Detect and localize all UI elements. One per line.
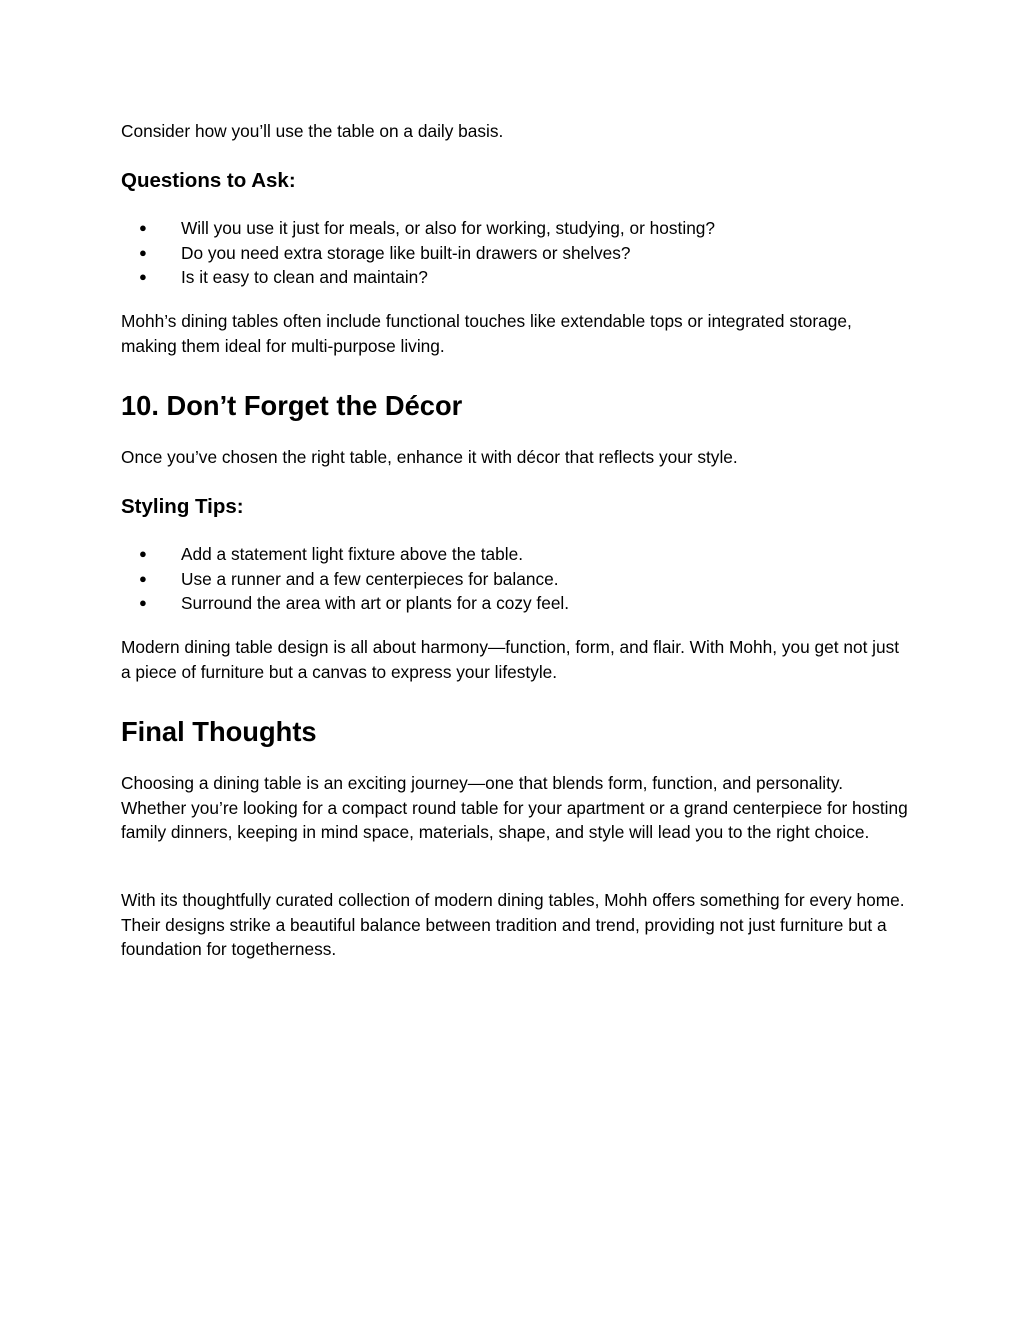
bullet-icon: ● [139, 546, 147, 561]
bullet-icon: ● [139, 220, 147, 235]
list-item [121, 216, 911, 241]
list-item-text: Will you use it just for meals, or also for working, studying, or hosting? [181, 218, 716, 238]
list-item [121, 241, 911, 266]
bullet-icon: ● [139, 269, 147, 284]
section-10-heading: 10. Don’t Forget the Décor [121, 390, 463, 421]
intro-paragraph: Consider how you’ll use the table on a daily basis. [121, 121, 504, 141]
final-thoughts-paragraph-1: Choosing a dining table is an exciting journey—one that blends form, function, and personality. Whether you’re looking for a compact round table for your apartment or a grand centerpiece for hosting family dinners, keeping in mind space, materials, shape, and style will lead you to the right choice. [121, 773, 908, 842]
list-item [121, 542, 911, 567]
decor-summary-paragraph: Modern dining table design is all about harmony—function, form, and flair. With Mohh, you get not just a piece of furniture but a canvas to express your lifestyle. [121, 637, 900, 682]
final-thoughts-paragraph-2: With its thoughtfully curated collection of modern dining tables, Mohh offers something for every home. Their designs strike a beautiful balance between tradition and trend, providing not just furniture but a foundation for togetherness. [121, 890, 905, 959]
list-item-text: Add a statement light fixture above the table. [181, 544, 523, 564]
bullet-icon: ● [139, 570, 147, 586]
list-item [121, 567, 911, 592]
list-item-text: Surround the area with art or plants for a cozy feel. [181, 593, 570, 613]
list-item [121, 591, 911, 616]
list-item [121, 265, 911, 290]
questions-heading: Questions to Ask: [121, 169, 296, 192]
list-item-text: Use a runner and a few centerpieces for balance. [181, 568, 559, 589]
final-thoughts-heading: Final Thoughts [121, 716, 317, 747]
styling-tips-heading: Styling Tips: [121, 495, 244, 518]
decor-intro-paragraph: Once you’ve chosen the right table, enhance it with décor that reflects your style. [121, 447, 738, 467]
styling-tips-list [121, 542, 911, 616]
questions-list [121, 216, 911, 290]
list-item-text: Is it easy to clean and maintain? [181, 267, 428, 287]
list-item-text: Do you need extra storage like built-in drawers or shelves? [181, 242, 631, 263]
bullet-icon: ● [139, 595, 147, 610]
bullet-icon: ● [139, 244, 147, 260]
mohh-functional-paragraph: Mohh’s dining tables often include functional touches like extendable tops or integrated storage, making them ideal for multi-purpose living. [121, 311, 852, 356]
